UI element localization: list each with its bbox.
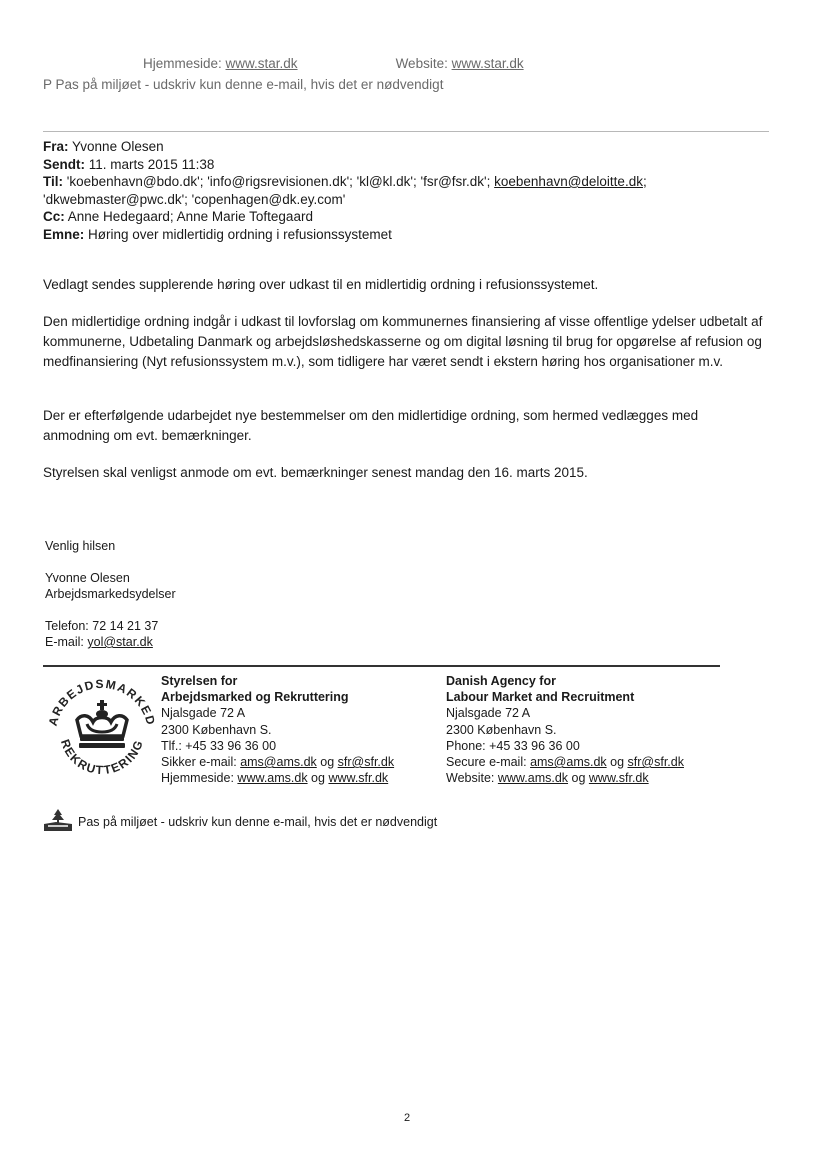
body-paragraph-1: Vedlagt sendes supplerende høring over udkast til en midlertidig ordning i refusionssystemet. bbox=[43, 277, 599, 292]
top-eco-notice: P Pas på miljøet - udskriv kun denne e-mail, hvis det er nødvendigt bbox=[43, 77, 444, 92]
sent-row bbox=[43, 156, 214, 174]
agency-da-web-label: Hjemmeside: bbox=[161, 771, 238, 786]
agency-block-da bbox=[161, 673, 394, 786]
agency-en-secure-link-2[interactable]: sfr@sfr.dk bbox=[627, 755, 684, 770]
agency-da-secure-link-1[interactable]: ams@ams.dk bbox=[240, 755, 317, 770]
agency-en-city: 2300 København S. bbox=[446, 722, 557, 737]
signature-divider bbox=[43, 665, 720, 667]
body-paragraph-2: Den midlertidige ordning indgår i udkast til lovforslag om kommunernes finansiering af visse offentlige ydelser udbetalt af kommunerne, Udbetaling Danmark og arbejdsløshedskasserne og om digital løsning til brug for opgørelse af refusion og medfinansiering (Nyt refusionssystem m.v.), som tidligere har været sendt i ekstern høring hos organisationer m.v. bbox=[43, 314, 763, 369]
sign-off: Venlig hilsen bbox=[45, 539, 116, 553]
agency-en-name-1: Danish Agency for bbox=[446, 674, 556, 688]
cc-row bbox=[43, 208, 313, 226]
agency-da-name-1: Styrelsen for bbox=[161, 674, 238, 688]
sent-value: 11. marts 2015 11:38 bbox=[88, 156, 215, 172]
agency-da-og-2: og bbox=[307, 771, 329, 786]
website-link[interactable]: www.star.dk bbox=[451, 56, 524, 71]
agency-en-street: Njalsgade 72 A bbox=[446, 706, 531, 721]
eco-footer-text: Pas på miljøet - udskriv kun denne e-mail, hvis det er nødvendigt bbox=[78, 815, 438, 829]
cc-value: Anne Hedegaard; Anne Marie Toftegaard bbox=[67, 209, 313, 224]
agency-da-secure-label: Sikker e-mail: bbox=[161, 755, 241, 770]
agency-da-secure-row bbox=[161, 754, 394, 770]
website-label: Website: bbox=[395, 56, 452, 71]
crown-icon bbox=[77, 700, 127, 748]
sent-label: Sendt: bbox=[43, 156, 85, 172]
sender-email-label: E-mail: bbox=[45, 635, 88, 649]
agency-en-secure-row bbox=[446, 754, 684, 770]
sender-name: Yvonne Olesen bbox=[45, 571, 130, 585]
agency-da-phone: Tlf.: +45 33 96 36 00 bbox=[161, 738, 277, 753]
agency-en-web-row bbox=[446, 770, 684, 786]
eco-footer bbox=[42, 808, 438, 832]
subject-value: Høring over midlertidig ordning i refusionssystemet bbox=[88, 226, 392, 242]
from-row bbox=[43, 138, 164, 156]
agency-da-web-row bbox=[161, 770, 394, 786]
header-divider bbox=[43, 131, 769, 132]
agency-en-web-link-1[interactable]: www.ams.dk bbox=[497, 771, 569, 786]
agency-block-en bbox=[446, 673, 684, 786]
agency-da-name-2: Arbejdsmarked og Rekruttering bbox=[161, 690, 349, 705]
to-row bbox=[43, 173, 647, 191]
cc-label: Cc: bbox=[43, 209, 65, 224]
agency-da-street: Njalsgade 72 A bbox=[161, 706, 246, 721]
agency-en-phone: Phone: +45 33 96 36 00 bbox=[446, 738, 580, 753]
agency-da-secure-link-2[interactable]: sfr@sfr.dk bbox=[337, 755, 395, 770]
to-deloitte-link[interactable]: koebenhavn@deloitte.dk bbox=[494, 174, 643, 189]
body-paragraph-4: Styrelsen skal venligst anmode om evt. bemærkninger senest mandag den 16. marts 2015. bbox=[43, 465, 588, 480]
homepage-label: Hjemmeside: bbox=[143, 56, 226, 71]
crown-seal-icon bbox=[43, 672, 161, 790]
subject-label: Emne: bbox=[43, 226, 85, 242]
agency-en-secure-label: Secure e-mail: bbox=[446, 755, 531, 770]
to-label: Til: bbox=[43, 174, 63, 189]
agency-en-name-2: Labour Market and Recruitment bbox=[446, 690, 635, 705]
to-row-2: 'dkwebmaster@pwc.dk'; 'copenhagen@dk.ey.com' bbox=[43, 191, 346, 207]
sender-department: Arbejdsmarkedsydelser bbox=[45, 587, 176, 601]
agency-en-secure-link-1[interactable]: ams@ams.dk bbox=[530, 755, 607, 770]
agency-da-web-link-2[interactable]: www.sfr.dk bbox=[328, 771, 389, 786]
agency-da-og-1: og bbox=[316, 755, 338, 770]
sender-email-link[interactable]: yol@star.dk bbox=[87, 635, 153, 649]
agency-en-web-link-2[interactable]: www.sfr.dk bbox=[588, 771, 649, 786]
to-end: ; bbox=[642, 174, 647, 189]
from-value: Yvonne Olesen bbox=[72, 139, 164, 154]
agency-da-web-link-1[interactable]: www.ams.dk bbox=[237, 771, 308, 786]
sender-email-row bbox=[45, 634, 153, 650]
body-paragraph-3: Der er efterfølgende udarbejdet nye bestemmelser om den midlertidige ordning, som hermed vedlægges med anmodning om evt. bemærkninger. bbox=[43, 408, 699, 443]
agency-da-city: 2300 København S. bbox=[161, 722, 272, 737]
subject-row bbox=[43, 226, 392, 244]
tree-printer-icon bbox=[42, 808, 74, 832]
to-recipients: 'koebenhavn@bdo.dk'; 'info@rigsrevisionen.dk'; 'kl@kl.dk'; 'fsr@fsr.dk'; bbox=[66, 174, 495, 189]
from-label: Fra: bbox=[43, 139, 69, 154]
agency-en-og-2: og bbox=[568, 771, 589, 786]
page-number: 2 bbox=[404, 1112, 411, 1124]
seal-text-bottom: REKRUTTERING bbox=[57, 737, 147, 778]
homepage-link[interactable]: www.star.dk bbox=[225, 56, 298, 71]
agency-en-og-1: og bbox=[606, 755, 628, 770]
seal-text-top: ARBEJDSMARKED bbox=[45, 676, 159, 728]
top-links-line bbox=[143, 56, 524, 71]
sender-phone: Telefon: 72 14 21 37 bbox=[45, 619, 159, 633]
agency-en-web-label: Website: bbox=[446, 771, 498, 786]
